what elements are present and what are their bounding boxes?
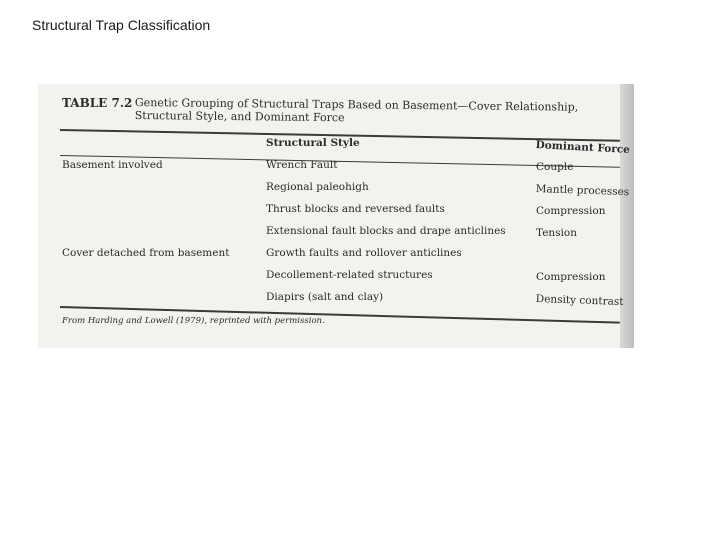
row-structural-style: Extensional fault blocks and drape anticlines bbox=[266, 225, 506, 237]
table-source-note: From Harding and Lowell (1979), reprinted with permission. bbox=[62, 316, 325, 326]
row-structural-style: Growth faults and rollover anticlines bbox=[266, 247, 462, 259]
row-dominant-force: Couple bbox=[536, 161, 574, 173]
row-dominant-force: Compression bbox=[536, 205, 606, 217]
table-label: TABLE 7.2 bbox=[62, 96, 133, 110]
table-caption: Genetic Grouping of Structural Traps Based on Basement—Cover Relationship, Structural Style, and Dominant Force bbox=[134, 96, 579, 125]
row-dominant-force: Mantle processes bbox=[535, 183, 630, 199]
row-dominant-force: Compression bbox=[536, 271, 606, 283]
row-dominant-force: Density contrast bbox=[535, 293, 624, 309]
row-dominant-force: Tension bbox=[536, 227, 577, 239]
header-structural-style: Structural Style bbox=[266, 137, 360, 149]
row-structural-style: Diapirs (salt and clay) bbox=[266, 291, 384, 303]
row-structural-style: Wrench Fault bbox=[266, 159, 338, 171]
row-structural-style: Decollement-related structures bbox=[266, 269, 433, 281]
slide-title: Structural Trap Classification bbox=[32, 17, 211, 33]
scan-page-edge bbox=[620, 84, 634, 348]
row-structural-style: Regional paleohigh bbox=[266, 181, 369, 193]
row-group: Cover detached from basement bbox=[62, 247, 230, 259]
scanned-table-image bbox=[38, 84, 634, 348]
row-structural-style: Thrust blocks and reversed faults bbox=[266, 203, 445, 215]
row-group: Basement involved bbox=[62, 159, 163, 171]
header-dominant-force: Dominant Force bbox=[535, 139, 631, 156]
